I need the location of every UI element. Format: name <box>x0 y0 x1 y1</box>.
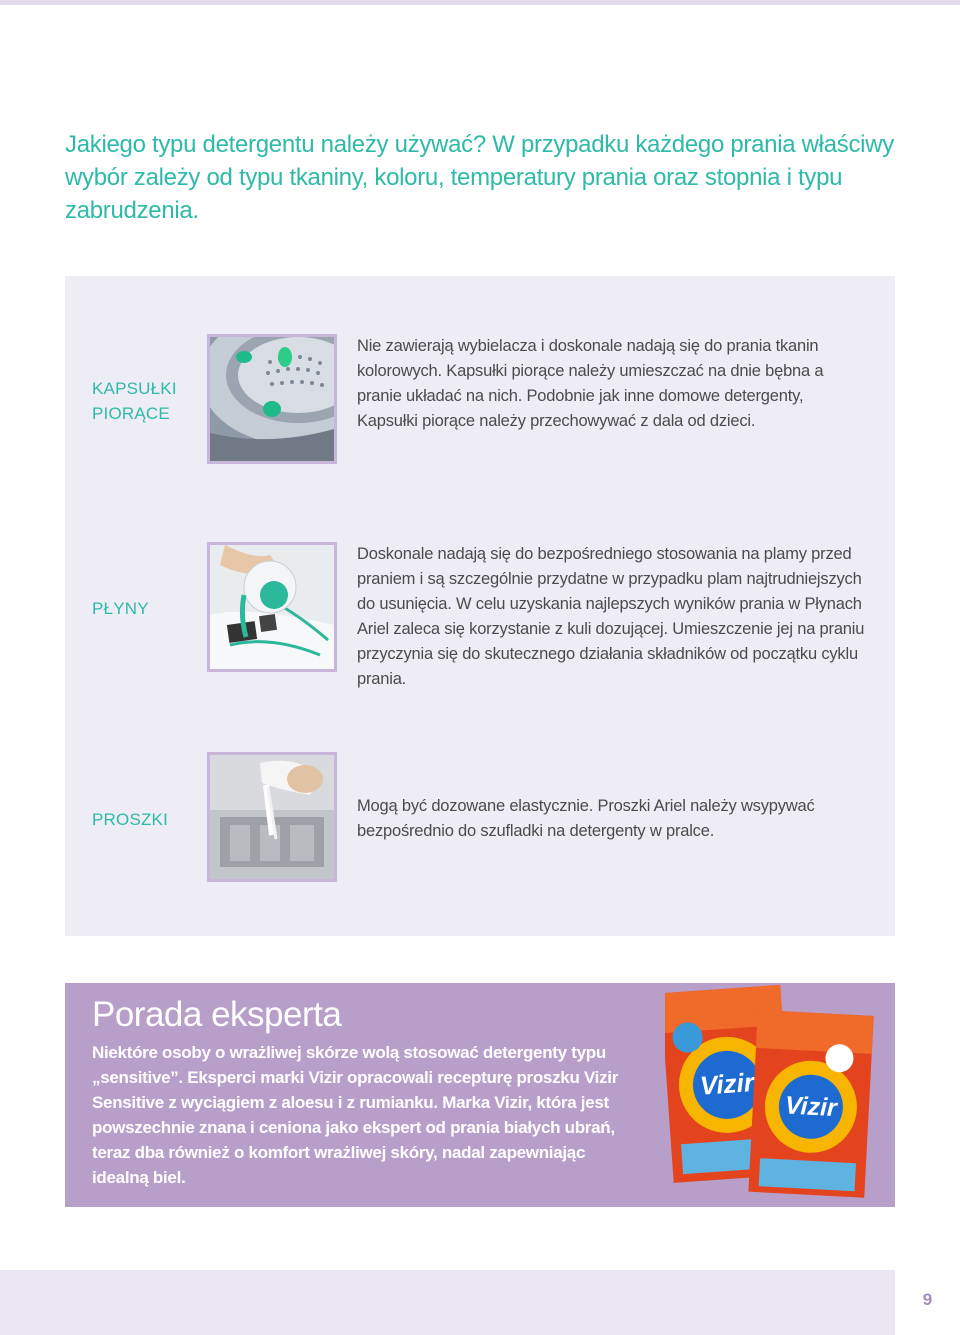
detergent-label: PROSZKI <box>92 810 169 829</box>
detergent-description: Mogą być dozowane elastycznie. Proszki Ariel należy wsypywać bezpośrednio do szufladki na detergenty w pralce. <box>357 797 815 840</box>
washing-drum-photo <box>207 334 337 464</box>
vizir-packs-illustration <box>665 975 875 1200</box>
expert-tip-box <box>65 983 895 1207</box>
page-number-box <box>895 1270 960 1335</box>
washing-drum-illustration <box>210 337 334 461</box>
detergent-description: Doskonale nadają się do bezpośredniego stosowania na plamy przed praniem i są szczególnie przydatne w przypadku plam najtrudniejszych do usunięcia. W celu uzyskania najlepszych wyników prania w Płynach Ariel zaleca się korzystanie z kuli dozującej. Umieszczenie jej na praniu przyczynia się do skutecznego działania składników od początku cyklu prania. <box>357 545 865 688</box>
tip-text: Niektóre osoby o wrażliwej skórze wolą stosować detergenty typu „sensitive”. Eksperci marki Vizir opracowali recepturę proszku Vizir Sensitive z wyciągiem z aloesu i z rumianku. Marka Vizir, która jest powszechnie znana i ceniona jako ekspert od prania białych ubrań, teraz dba również o komfort wrażliwej skóry, nadal zapewniając idealną biel. <box>92 1043 619 1187</box>
vizir-logo-front: Vizir <box>784 1091 838 1123</box>
detergent-description: Nie zawierają wybielacza i doskonale nadają się do prania tkanin kolorowych. Kapsułki piorące należy umieszczać na dnie bębna a pranie układać na nich. Podobnie jak inne domowe detergenty, Kapsułki piorące należy przechowywać z dala od dzieci. <box>357 337 824 430</box>
vizir-packs-photo <box>665 975 875 1200</box>
tip-title: Porada eksperta <box>92 995 342 1034</box>
detergent-row-liquids <box>65 542 895 688</box>
footer-band <box>0 1270 960 1335</box>
liquid-dosing-illustration <box>210 545 334 669</box>
page-number: 9 <box>922 1290 933 1309</box>
intro-answer: W przypadku każdego prania właściwy wybór zależy od typu tkaniny, koloru, temperatury prania oraz stopnia i typu zabrudzenia. <box>65 131 894 224</box>
detergent-label: PŁYNY <box>92 599 149 618</box>
detergent-label: KAPSUŁKI PIORĄCE <box>92 379 177 423</box>
detergent-types-panel <box>65 276 895 936</box>
top-rule <box>0 0 960 5</box>
powder-drawer-photo <box>207 752 337 882</box>
intro-question: Jakiego typu detergentu należy używać? <box>65 131 486 158</box>
powder-drawer-illustration <box>210 755 334 879</box>
vizir-logo-back: Vizir <box>698 1067 755 1101</box>
liquid-dosing-ball-photo <box>207 542 337 672</box>
intro-paragraph <box>65 128 895 227</box>
detergent-row-capsules <box>65 334 895 469</box>
detergent-row-powders <box>65 752 895 887</box>
